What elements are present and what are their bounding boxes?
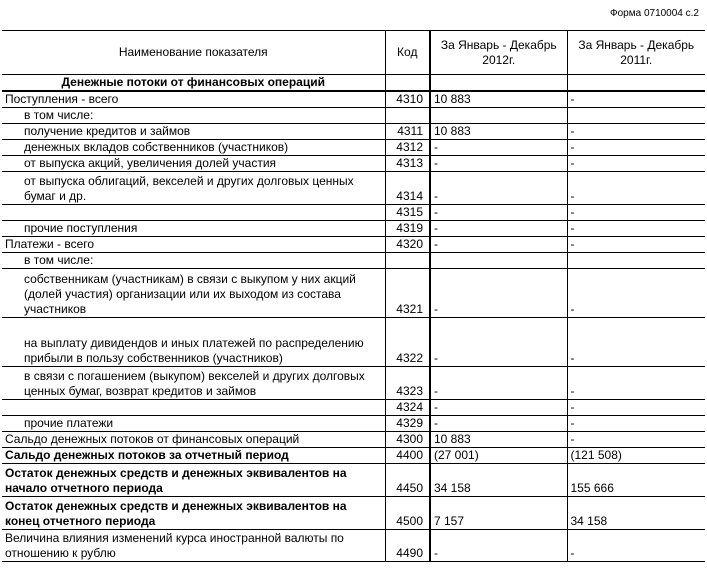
value-2012-cell bbox=[430, 253, 567, 269]
code-cell: 4500 bbox=[385, 497, 430, 530]
code-cell bbox=[385, 108, 430, 124]
indicator-name-cell bbox=[2, 400, 385, 416]
value-2011-cell: 155 666 bbox=[567, 464, 705, 497]
value-2011-cell: (121 508) bbox=[567, 448, 705, 464]
value-2011-cell bbox=[567, 253, 705, 269]
indicator-name-cell: Поступления - всего bbox=[2, 91, 385, 108]
table-row bbox=[2, 221, 705, 237]
value-2011-cell: - bbox=[567, 156, 705, 172]
indicator-name: в связи с погашением (выкупом) векселей и других долговых ценных бумаг, возврат кредитов и займов bbox=[24, 369, 365, 398]
code-cell: 4300 bbox=[385, 432, 430, 448]
indicator-name-cell bbox=[2, 172, 385, 205]
header-name: Наименование показателя bbox=[2, 31, 385, 75]
indicator-name: от выпуска облигаций, векселей и других долговых ценных бумаг и др. bbox=[24, 174, 354, 203]
value-2012-cell: 10 883 bbox=[430, 124, 567, 140]
value-2012-cell: - bbox=[430, 205, 567, 221]
code-cell: 4314 bbox=[385, 172, 430, 205]
code-cell: 4400 bbox=[385, 448, 430, 464]
table-row bbox=[2, 253, 705, 269]
table-row bbox=[2, 432, 705, 448]
indicator-name-cell: прочие платежи bbox=[2, 416, 385, 432]
value-2012-cell bbox=[430, 108, 567, 124]
value-2012-cell: - bbox=[430, 367, 567, 400]
indicator-name-cell: Платежи - всего bbox=[2, 237, 385, 253]
table-row bbox=[2, 156, 705, 172]
value-2012-cell: - bbox=[430, 269, 567, 318]
indicator-name: Остаток денежных средств и денежных эквивалентов на начало отчетного периода bbox=[5, 466, 347, 495]
indicator-name-cell bbox=[2, 205, 385, 221]
value-2012-cell: 34 158 bbox=[430, 464, 567, 497]
indicator-name-cell: в том числе: bbox=[2, 253, 385, 269]
value-2011-cell: - bbox=[567, 172, 705, 205]
indicator-name: Величина влияния изменений курса иностранной валюты по отношению к рублю bbox=[5, 531, 344, 560]
table-row bbox=[2, 464, 705, 497]
value-2011-cell: - bbox=[567, 432, 705, 448]
value-2011-cell bbox=[567, 108, 705, 124]
value-2011-cell: - bbox=[567, 400, 705, 416]
indicator-name-cell: в том числе: bbox=[2, 108, 385, 124]
value-2011-cell: 34 158 bbox=[567, 497, 705, 530]
value-2011-cell: - bbox=[567, 530, 705, 562]
value-2012-cell: 10 883 bbox=[430, 91, 567, 108]
table-row bbox=[2, 497, 705, 530]
value-2011-cell: - bbox=[567, 318, 705, 367]
value-2012-cell: - bbox=[430, 400, 567, 416]
table-row bbox=[2, 318, 705, 367]
value-2012-cell: - bbox=[430, 237, 567, 253]
header-code: Код bbox=[385, 31, 430, 75]
value-2012-cell: (27 001) bbox=[430, 448, 567, 464]
value-2012-cell bbox=[430, 75, 567, 92]
indicator-name-cell: прочие поступления bbox=[2, 221, 385, 237]
table-row bbox=[2, 108, 705, 124]
indicator-name: на выплату дивидендов и иных платежей по распределению прибыли в пользу собственников (участников) bbox=[24, 336, 364, 365]
table-row bbox=[2, 124, 705, 140]
table-row bbox=[2, 140, 705, 156]
indicator-name-cell bbox=[2, 367, 385, 400]
code-cell: 4312 bbox=[385, 140, 430, 156]
value-2011-cell: - bbox=[567, 367, 705, 400]
value-2011-cell: - bbox=[567, 140, 705, 156]
indicator-name-cell bbox=[2, 269, 385, 318]
indicator-name: Остаток денежных средств и денежных эквивалентов на конец отчетного периода bbox=[5, 499, 347, 528]
indicator-name-cell: Сальдо денежных потоков от финансовых операций bbox=[2, 432, 385, 448]
table-row bbox=[2, 448, 705, 464]
table-row bbox=[2, 269, 705, 318]
value-2012-cell: - bbox=[430, 221, 567, 237]
header-period-2012: За Январь - Декабрь 2012г. bbox=[430, 31, 567, 75]
value-2011-cell: - bbox=[567, 237, 705, 253]
table-row bbox=[2, 237, 705, 253]
section-title: Денежные потоки от финансовых операций bbox=[2, 75, 385, 92]
value-2012-cell: 7 157 bbox=[430, 497, 567, 530]
code-cell: 4315 bbox=[385, 205, 430, 221]
code-cell: 4329 bbox=[385, 416, 430, 432]
value-2012-cell: - bbox=[430, 140, 567, 156]
indicator-name-cell bbox=[2, 318, 385, 367]
value-2012-cell: 10 883 bbox=[430, 432, 567, 448]
value-2011-cell: - bbox=[567, 91, 705, 108]
value-2011-cell: - bbox=[567, 124, 705, 140]
indicator-name-cell bbox=[2, 530, 385, 562]
cash-flow-table bbox=[2, 30, 705, 562]
code-cell: 4490 bbox=[385, 530, 430, 562]
table-row bbox=[2, 530, 705, 562]
table-row bbox=[2, 205, 705, 221]
value-2012-cell: - bbox=[430, 416, 567, 432]
value-2011-cell bbox=[567, 75, 705, 92]
value-2012-cell: - bbox=[430, 530, 567, 562]
code-cell: 4311 bbox=[385, 124, 430, 140]
indicator-name-cell bbox=[2, 497, 385, 530]
code-cell: 4310 bbox=[385, 91, 430, 108]
value-2011-cell: - bbox=[567, 269, 705, 318]
table-row bbox=[2, 172, 705, 205]
form-number-label: Форма 0710004 с.2 bbox=[610, 8, 699, 19]
indicator-name: собственникам (участникам) в связи с выкупом у них акций (долей участия) организации или их выходом из состава участников bbox=[24, 272, 356, 316]
code-cell: 4323 bbox=[385, 367, 430, 400]
code-cell: 4313 bbox=[385, 156, 430, 172]
value-2012-cell: - bbox=[430, 156, 567, 172]
indicator-name-cell bbox=[385, 75, 430, 92]
code-cell: 4324 bbox=[385, 400, 430, 416]
indicator-name-cell: от выпуска акций, увеличения долей участия bbox=[2, 156, 385, 172]
table-row bbox=[2, 367, 705, 400]
code-cell: 4322 bbox=[385, 318, 430, 367]
indicator-name-cell bbox=[2, 464, 385, 497]
table-row bbox=[2, 400, 705, 416]
indicator-name-cell: получение кредитов и займов bbox=[2, 124, 385, 140]
table-row bbox=[2, 91, 705, 108]
value-2011-cell: - bbox=[567, 221, 705, 237]
code-cell: 4320 bbox=[385, 237, 430, 253]
value-2012-cell: - bbox=[430, 172, 567, 205]
code-cell: 4321 bbox=[385, 269, 430, 318]
table-row bbox=[2, 416, 705, 432]
code-cell bbox=[385, 253, 430, 269]
value-2011-cell: - bbox=[567, 205, 705, 221]
indicator-name-cell: денежных вкладов собственников (участников) bbox=[2, 140, 385, 156]
header-period-2011: За Январь - Декабрь 2011г. bbox=[567, 31, 705, 75]
indicator-name-cell: Сальдо денежных потоков за отчетный период bbox=[2, 448, 385, 464]
code-cell: 4319 bbox=[385, 221, 430, 237]
value-2011-cell: - bbox=[567, 416, 705, 432]
code-cell: 4450 bbox=[385, 464, 430, 497]
value-2012-cell: - bbox=[430, 318, 567, 367]
